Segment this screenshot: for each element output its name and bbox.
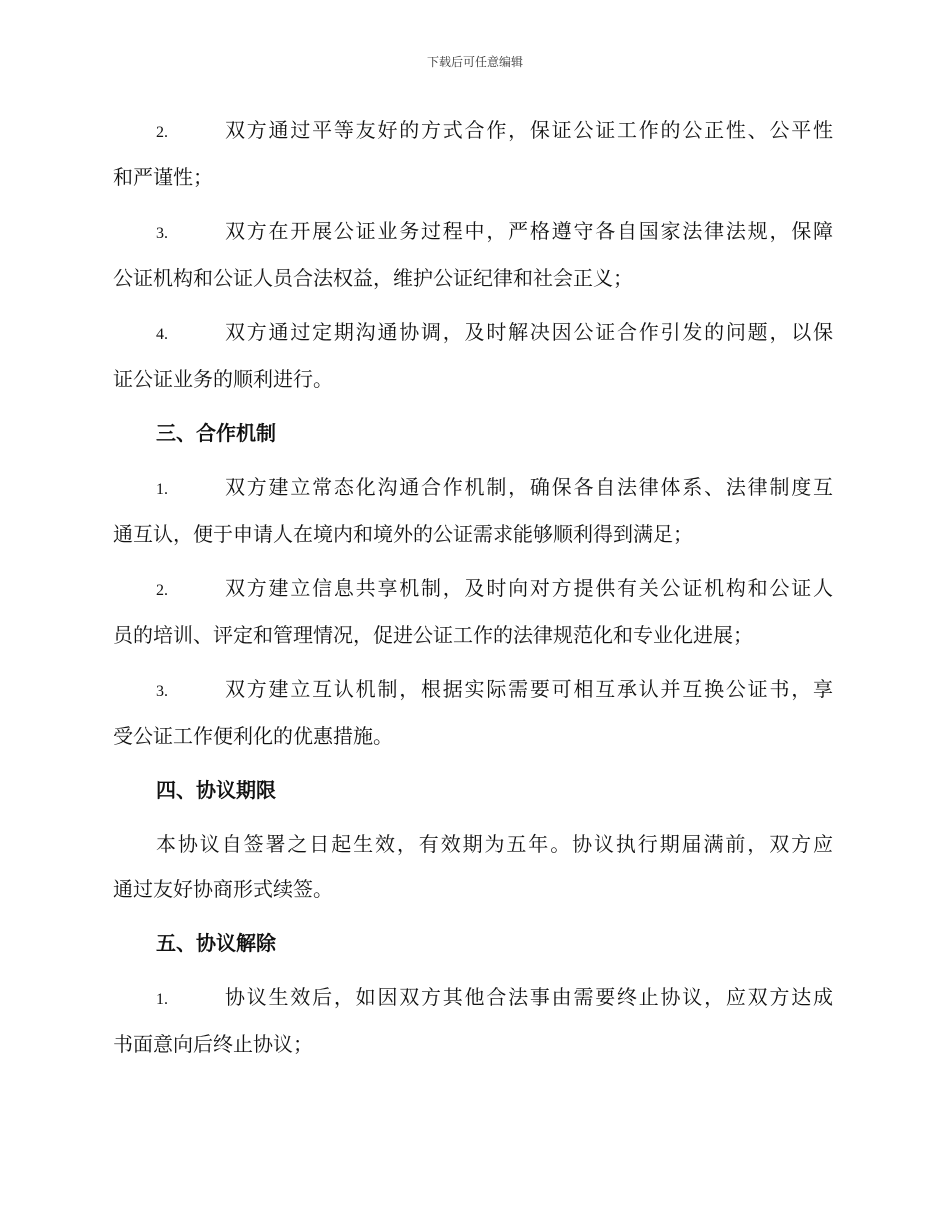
clause-text-line1: 双方建立常态化沟通合作机制，确保各自法律体系、法律制度互	[225, 475, 833, 499]
clause-number: 1.	[156, 991, 168, 1008]
clause-text-line2: 通互认，便于申请人在境内和境外的公证需求能够顺利得到满足；	[113, 522, 693, 546]
paragraph-text-line1: 本协议自签署之日起生效，有效期为五年。协议执行期届满前，双方应	[156, 832, 833, 856]
clause-number: 3.	[156, 683, 168, 700]
clause-text-line1: 双方通过定期沟通协调，及时解决因公证合作引发的问题，以保	[225, 320, 833, 344]
clause-text-line1: 协议生效后，如因双方其他合法事由需要终止协议，应双方达成	[225, 985, 833, 1009]
clause-text-line1: 双方建立信息共享机制，及时向对方提供有关公证机构和公证人	[225, 576, 833, 600]
clause-number: 1.	[156, 481, 168, 498]
header-text: 下载后可任意编辑	[426, 55, 523, 69]
clause-text-line2: 公证机构和公证人员合法权益，维护公证纪律和社会正义；	[113, 266, 633, 290]
paragraph-text-line2: 通过友好协商形式续签。	[113, 877, 333, 901]
clause-3-2	[113, 566, 833, 658]
section-heading-5: 五、协议解除	[156, 931, 276, 955]
clause-number: 3.	[156, 225, 168, 242]
clause-5-1	[113, 975, 833, 1067]
clause-text-line2: 和严谨性；	[113, 165, 213, 189]
document-body	[113, 108, 833, 1076]
clause-3-1	[113, 465, 833, 557]
clause-3-3	[113, 667, 833, 759]
page-header	[0, 55, 950, 69]
clause-text-line1: 双方通过平等友好的方式合作，保证公证工作的公正性、公平性	[225, 118, 833, 142]
clause-text-line2: 受公证工作便利化的优惠措施。	[113, 724, 393, 748]
clause-text-line2: 证公证业务的顺利进行。	[113, 367, 333, 391]
section-heading-3: 三、合作机制	[156, 421, 276, 445]
section-heading-4: 四、协议期限	[156, 778, 276, 802]
clause-2-3	[113, 209, 833, 301]
clause-text-line2: 员的培训、评定和管理情况，促进公证工作的法律规范化和专业化进展；	[113, 623, 753, 647]
clause-text-line1: 双方建立互认机制，根据实际需要可相互承认并互换公证书，享	[225, 677, 833, 701]
clause-2-4	[113, 310, 833, 402]
clause-text-line1: 双方在开展公证业务过程中，严格遵守各自国家法律法规，保障	[225, 219, 833, 243]
clause-number: 2.	[156, 124, 168, 141]
clause-text-line2: 书面意向后终止协议；	[113, 1032, 313, 1056]
clause-2-2	[113, 108, 833, 200]
term-paragraph	[113, 822, 833, 912]
clause-number: 2.	[156, 582, 168, 599]
clause-number: 4.	[156, 326, 168, 343]
